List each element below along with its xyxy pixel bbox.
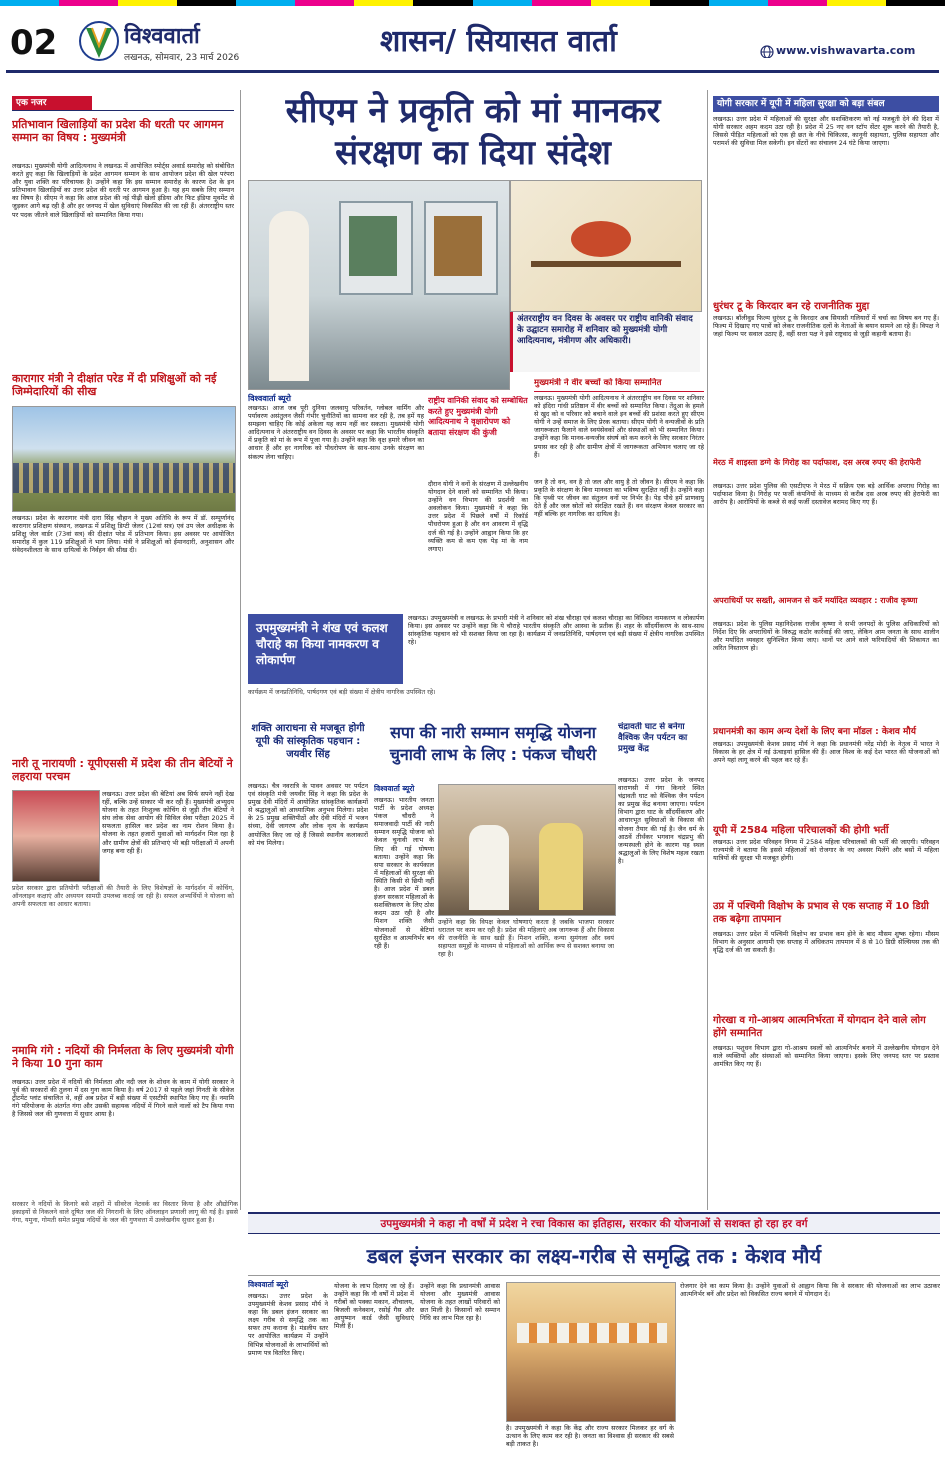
left-story-4-headline: नमामि गंगे : नदियों की निर्मलता के लिए मुख्यमंत्री योगी ने किया 10 गुना काम <box>12 1044 234 1070</box>
chauraha-body-cont: कार्यक्रम में जनप्रतिनिधि, पार्षदगण एवं बड़ी संख्या में क्षेत्रीय नागरिक उपस्थित रहे। <box>248 688 436 696</box>
bottom-body-3: उन्होंने कहा कि प्रधानमंत्री आवास योजना और मुख्यमंत्री आवास योजना के तहत लाखों परिवारों को छत मिली है। किसानों को सम्मान निधि का लाभ मिल रहा है। <box>420 1282 500 1323</box>
bottom-rule <box>248 1275 940 1276</box>
bottom-body-2: योजना के लाभ दिलाए जा रहे हैं। उन्होंने कहा कि नौ वर्षों में प्रदेश में गरीबों को पक्का मकान, शौचालय, बिजली कनेक्शन, रसोई गैस और आयुष्मान कार्ड जैसी सुविधाएं मिली हैं। <box>334 1282 414 1331</box>
center-divider <box>707 90 708 1210</box>
bottom-photo <box>506 1282 676 1422</box>
lead-photo-caption: अंतरराष्ट्रीय वन दिवस के अवसर पर राष्ट्रीय वानिकी संवाद के उद्घाटन समारोह में शनिवार को मुख्यमंत्री योगी आदित्यनाथ, मंत्रीगण और अधिकारी। <box>510 312 700 372</box>
globe-icon <box>760 44 774 58</box>
chauraha-body: लखनऊ। उपमुख्यमंत्री व लखनऊ के प्रभारी मंत्री ने शनिवार को शंख चौराहा एवं कलश चौराहा का विधिवत नामकरण व लोकार्पण किया। इस अवसर पर उन्होंने कहा कि ये चौराहे भारतीय संस्कृति और आस्था के प्रतीक हैं। शहर के सौंदर्यीकरण के साथ-साथ सांस्कृतिक पहचान को भी सशक्त किया जा रहा है। कार्यक्रम में जनप्रतिनिधि, पार्षदगण एवं बड़ी संख्या में क्षेत्रीय नागरिक उपस्थित रहे। <box>408 614 704 647</box>
right-story-3-headline: मेरठ में शाइस्ता डग्गे के गिरोह का पर्दाफाश, दस अरब रुपए की हेराफेरी <box>713 458 921 467</box>
bottom-body-4: है। उपमुख्यमंत्री ने कहा कि केंद्र और राज्य सरकार मिलकर हर वर्ग के उत्थान के लिए काम कर रही है। जनता का विश्वास ही सरकार की सबसे बड़ी ताकत है। <box>506 1424 674 1449</box>
lead-byline: विश्ववार्ता ब्यूरो <box>248 394 291 403</box>
page-number: 02 <box>10 23 58 63</box>
left-story-1-headline: प्रतिभावान खिलाड़ियों का प्रदेश की धरती पर आगमन सम्मान का विषय : मुख्यमंत्री <box>12 118 224 144</box>
bottom-body-1: लखनऊ। उत्तर प्रदेश के उपमुख्यमंत्री केशव प्रसाद मौर्य ने कहा कि डबल इंजन सरकार का लक्ष्य गरीब से समृद्धि तक का सफर तय कराना है। मंडलीय स्तर पर आयोजित कार्यक्रम में उन्होंने विभिन्न योजनाओं के लाभार्थियों को प्रमाण पत्र वितरित किए। <box>248 1292 328 1357</box>
paper-logo-icon <box>78 18 120 64</box>
dateline: लखनऊ, सोमवार, 23 मार्च 2026 <box>124 53 240 63</box>
mid-body: जन है तो वन, वन है तो जल और वायु है तो जीवन है। सीएम ने कहा कि प्रकृति के संरक्षण के बिना मानवता का भविष्य सुरक्षित नहीं है। उन्होंने कहा कि पृथ्वी पर जीवन का संतुलन वनों पर निर्भर है। पेड़ पौधे हमें प्राणवायु देते हैं और जल स्रोतों को संरक्षित रखते हैं। वन संरक्षण केवल सरकार का नहीं बल्कि हर नागरिक का दायित्व है। <box>534 478 704 519</box>
right-story-5-headline: प्रधानमंत्री का काम अन्य देशों के लिए बना मॉडल : केशव मौर्य <box>713 727 916 737</box>
sapa-headline: सपा की नारी सम्मान समृद्धि योजना चुनावी लाभ के लिए : पंकज चौधरी <box>389 723 597 764</box>
chandrawati-headline: चंद्रावती घाट से बनेगा वैश्विक जैन पर्यटन का प्रमुख केंद्र <box>618 722 688 754</box>
right-story-4-body: लखनऊ। प्रदेश के पुलिस महानिदेशक राजीव कृष्णा ने सभी जनपदों के पुलिस अधिकारियों को निर्देश दिए कि अपराधियों के विरुद्ध कठोर कार्रवाई की जाए, लेकिन आम जनता के साथ शालीन और मर्यादित व्यवहार सुनिश्चित किया जाए। थानों पर आने वाले फरियादियों की शिकायत का त्वरित निस्तारण हो। <box>713 620 939 653</box>
lead-body-2: दौरान योगी ने वनों के संरक्षण में उल्लेखनीय योगदान देने वालों को सम्मानित भी किया। उन्होंने वन विभाग की प्रदर्शनी का अवलोकन किया। मुख्यमंत्री ने कहा कि उत्तर प्रदेश में पिछले वर्षों में रिकॉर्ड पौधरोपण हुआ है और वन आवरण में वृद्धि दर्ज की गई है। उन्होंने आह्वान किया कि हर व्यक्ति कम से कम एक पेड़ मां के नाम लगाए। <box>428 480 528 553</box>
left-story-3-headline: नारी तू नारायणी : यूपीएससी में प्रदेश की तीन बेटियों ने लहराया परचम <box>12 757 233 783</box>
left-story-3-body: लखनऊ। उत्तर प्रदेश की बेटियां अब सिर्फ सपने नहीं देख रहीं, बल्कि उन्हें साकार भी कर रही हैं। मुख्यमंत्री अभ्युदय योजना के तहत निःशुल्क कोचिंग से जुड़ी तीन बेटियों ने संघ लोक सेवा आयोग की सिविल सेवा परीक्षा 2025 में सफलता हासिल कर प्रदेश का नाम रोशन किया है। योजना के तहत हजारों युवाओं को मार्गदर्शन मिल रहा है और ग्रामीण क्षेत्रों की प्रतिभाएं भी बड़ी परीक्षाओं में अपनी जगह बना रही हैं। <box>102 790 234 855</box>
sapa-body: लखनऊ। भारतीय जनता पार्टी के प्रदेश अध्यक्ष पंकज चौधरी ने समाजवादी पार्टी की नारी सम्मान समृद्धि योजना को केवल चुनावी लाभ के लिए की गई घोषणा बताया। उन्होंने कहा कि सपा सरकार के कार्यकाल में महिलाओं की सुरक्षा की स्थिति किसी से छिपी नहीं है। आज प्रदेश में डबल इंजन सरकार महिलाओं के सशक्तिकरण के लिए ठोस कदम उठा रही है और मिशन शक्ति जैसी योजनाओं से बेटियां सुरक्षित व आत्मनिर्भर बन रही हैं। <box>374 796 434 950</box>
right-story-1-headline: योगी सरकार में यूपी में महिला सुरक्षा को बड़ा संबल <box>713 96 939 112</box>
right-story-3-body: लखनऊ। उत्तर प्रदेश पुलिस की एसटीएफ ने मेरठ में सक्रिय एक बड़े आर्थिक अपराध गिरोह का पर्दाफाश किया है। गिरोह पर फर्जी कंपनियों के माध्यम से करीब दस अरब रुपए की हेराफेरी का आरोप है। आरोपियों के कब्जे से कई फर्जी दस्तावेज बरामद किए गए हैं। <box>713 482 939 507</box>
ek-nazar-rule <box>12 110 234 111</box>
right-story-7-body: लखनऊ। उत्तर प्रदेश में पश्चिमी विक्षोभ का प्रभाव कम होने के बाद मौसम शुष्क रहेगा। मौसम विभाग के अनुसार आगामी एक सप्ताह में अधिकतम तापमान में 8 से 10 डिग्री सेल्सियस तक की वृद्धि दर्ज की जा सकती है। <box>713 930 939 955</box>
left-story-4-body: लखनऊ। उत्तर प्रदेश में नदियों की निर्मलता और नदी जल के शोधन के काम में योगी सरकार ने पूर्व की सरकारों की तुलना में दस गुना काम किया है। वर्ष 2017 से पहले जहां गिनती के सीवेज ट्रीटमेंट प्लांट संचालित थे, वहीं अब प्रदेश में बड़ी संख्या में एसटीपी स्थापित किए गए हैं। नमामि गंगे परियोजना के अंतर्गत गंगा और उसकी सहायक नदियों में गिरने वाले नालों को टैप किया गया है जिससे जल की गुणवत्ता में सुधार आया है। <box>12 1078 234 1119</box>
parade-photo <box>12 406 236 512</box>
right-story-4-headline: अपराधियों पर सख्ती, आमजन से करें मर्यादित व्यवहार : राजीव कृष्णा <box>713 596 918 605</box>
right-story-5-body: लखनऊ। उपमुख्यमंत्री केशव प्रसाद मौर्य ने कहा कि प्रधानमंत्री नरेंद्र मोदी के नेतृत्व में भारत ने विकास के हर क्षेत्र में नई ऊंचाइयां हासिल की हैं। आज विश्व के कई देश भारत की योजनाओं को अपने यहां लागू करने की पहल कर रहे हैं। <box>713 740 939 765</box>
section-title: शासन/ सियासत वार्ता <box>380 24 617 59</box>
shakti-headline: शक्ति आराधना से मजबूत होगी यूपी की सांस्कृतिक पहचान : जयवीर सिंह <box>251 723 365 760</box>
bravery-story-headline: मुख्यमंत्री ने वीर बच्चों को किया सम्मानित <box>534 378 704 392</box>
chandrawati-body: लखनऊ। उत्तर प्रदेश के जनपद वाराणसी में गंगा किनारे स्थित चंद्रावती घाट को वैश्विक जैन पर्यटन का प्रमुख केंद्र बनाया जाएगा। पर्यटन विभाग द्वारा घाट के सौंदर्यीकरण और आधारभूत सुविधाओं के विकास की योजना तैयार की गई है। जैन धर्म के आठवें तीर्थंकर भगवान चंद्रप्रभु की जन्मस्थली होने के कारण यह स्थल श्रद्धालुओं के लिए विशेष महत्व रखता है। <box>618 776 704 865</box>
right-story-1-body: लखनऊ। उत्तर प्रदेश में महिलाओं की सुरक्षा और सशक्तिकरण को नई मजबूती देने की दिशा में योगी सरकार अहम कदम उठा रही है। प्रदेश में 25 नए वन स्टॉप सेंटर शुरू करने की तैयारी है, जिससे पीड़ित महिलाओं को एक ही छत के नीचे चिकित्सा, कानूनी सहायता, पुलिस सहायता और परामर्श की सुविधा मिल सकेगी। इन सेंटरों का संचालन 24 घंटे किया जाएगा। <box>713 115 939 148</box>
left-col-divider <box>240 90 241 1210</box>
left-story-4-body-cont: सरकार ने नदियों के किनारे बसे शहरों में सीवरेज नेटवर्क का विस्तार किया है और औद्योगिक इकाइयों से निकलने वाले दूषित जल की निगरानी के लिए ऑनलाइन प्रणाली लागू की गई है। इससे गंगा, यमुना, गोमती समेत प्रमुख नदियों के जल की गुणवत्ता में उल्लेखनीय सुधार हुआ है। <box>12 1200 238 1225</box>
bottom-byline: विश्ववार्ता ब्यूरो <box>248 1280 289 1289</box>
bird-painting-photo <box>510 180 702 312</box>
right-story-2-body: लखनऊ। बॉलीवुड फिल्म धुरंधर टू के किरदार अब सियासी गलियारों में चर्चा का विषय बन गए हैं। फिल्म में दिखाए गए पात्रों को लेकर राजनीतिक दलों के नेताओं के बयान सामने आ रहे हैं। विपक्ष ने जहां फिल्म पर सवाल उठाए हैं, वहीं सत्ता पक्ष ने इसे राष्ट्रवाद से जुड़ी कहानी बताया है। <box>713 314 939 339</box>
left-story-3-body-cont: प्रदेश सरकार द्वारा प्रतियोगी परीक्षाओं की तैयारी के लिए विशेषज्ञों के मार्गदर्शन में कोचिंग, ऑनलाइन कक्षाएं और अध्ययन सामग्री उपलब्ध कराई जा रही है। सफल अभ्यर्थियों ने योजना को अपनी सफलता का आधार बताया। <box>12 884 234 909</box>
lead-pull-quote: राष्ट्रीय वानिकी संवाद को सम्बोधित करते हुए मुख्यमंत्री योगी आदित्यनाथ ने वृक्षारोपण को बताया संरक्षण की कुंजी <box>428 396 528 437</box>
right-story-8-headline: गोरखा व गो-आश्रय आत्मनिर्भरता में योगदान देने वाले लोग होंगे सम्मानित <box>713 1015 926 1039</box>
ek-nazar-label: एक नजर <box>12 96 92 110</box>
lead-body-1: लखनऊ। आज जब पूरी दुनिया जलवायु परिवर्तन, ग्लोबल वार्मिंग और पर्यावरण असंतुलन जैसी गंभीर चुनौतियों का सामना कर रही है, तब हमें यह समझना चाहिए कि कोई अकेला यह काम नहीं कर सकता। मुख्यमंत्री योगी आदित्यनाथ ने अंतरराष्ट्रीय वन दिवस के अवसर पर कहा कि भारतीय संस्कृति में प्रकृति को मां के रूप में पूजा गया है। उन्होंने कहा कि वृक्ष हमारे जीवन का आधार हैं और हर नागरिक को पौधरोपण के साथ-साथ उनके संरक्षण का संकल्प लेना चाहिए। <box>248 404 424 461</box>
left-story-2-headline: कारागार मंत्री ने दीक्षांत परेड में दी प्रशिक्षुओं को नई जिम्मेदारियों की सीख <box>12 372 217 398</box>
shakti-body: लखनऊ। चैत्र नवरात्रि के पावन अवसर पर पर्यटन एवं संस्कृति मंत्री जयवीर सिंह ने कहा कि प्रदेश के प्रमुख देवी मंदिरों में आयोजित सांस्कृतिक कार्यक्रमों से श्रद्धालुओं को आध्यात्मिक अनुभव मिलेगा। प्रदेश के 25 प्रमुख शक्तिपीठों और देवी मंदिरों में भजन संध्या, देवी जागरण और लोक नृत्य के कार्यक्रम आयोजित किए जा रहे हैं जिससे स्थानीय कलाकारों को मंच मिलेगा। <box>248 782 368 847</box>
right-story-8-body: लखनऊ। पशुधन विभाग द्वारा गो-आश्रय स्थलों को आत्मनिर्भर बनाने में उल्लेखनीय योगदान देने वाले व्यक्तियों और संस्थाओं को सम्मानित किया जाएगा। इसके लिए जनपद स्तर पर प्रस्ताव आमंत्रित किए गए हैं। <box>713 1044 939 1069</box>
sapa-byline: विश्ववार्ता ब्यूरो <box>374 784 415 793</box>
right-story-6-body: लखनऊ। उत्तर प्रदेश परिवहन निगम में 2584 महिला परिचालकों की भर्ती की जाएगी। परिवहन राज्यमंत्री ने बताया कि इससे महिलाओं को रोजगार के नए अवसर मिलेंगे और बसों में महिला यात्रियों की सुरक्षा भी मजबूत होगी। <box>713 838 939 863</box>
sapa-body-cont: उन्होंने कहा कि विपक्ष केवल घोषणाएं करता है जबकि भाजपा सरकार धरातल पर काम कर रही है। प्रदेश की महिलाएं अब जागरूक हैं और विकास की राजनीति के साथ खड़ी हैं। मिशन शक्ति, कन्या सुमंगला और स्वयं सहायता समूहों के माध्यम से महिलाओं को आर्थिक रूप से सशक्त बनाया जा रहा है। <box>438 918 614 959</box>
bottom-body-5: रोजगार देने का काम किया है। उन्होंने युवाओं से आह्वान किया कि वे सरकार की योजनाओं का लाभ उठाकर आत्मनिर्भर बनें और प्रदेश को विकसित राज्य बनाने में योगदान दें। <box>680 1282 940 1299</box>
right-story-7-headline: उप्र में पश्चिमी विक्षोभ के प्रभाव से एक सप्ताह में 10 डिग्री तक बढ़ेगा तापमान <box>713 901 929 925</box>
right-story-6-headline: यूपी में 2584 महिला परिचालकों की होगी भर्ती <box>713 825 889 836</box>
lead-photo <box>248 180 510 390</box>
website-link[interactable]: www.vishwavarta.com <box>776 44 916 57</box>
upsc-photo <box>12 790 100 882</box>
banner-strip: उपमुख्यमंत्री ने कहा नौ वर्षों में प्रदेश ने रचा विकास का इतिहास, सरकार की योजनाओं से सशक्त हो रहा हर वर्ग <box>248 1212 940 1234</box>
bravery-story-body: लखनऊ। मुख्यमंत्री योगी आदित्यनाथ ने अंतरराष्ट्रीय वन दिवस पर शनिवार को इंदिरा गांधी प्रतिष्ठान में वीर बच्चों को सम्मानित किया। तेंदुआ के हमले से खुद को व परिवार को बचाने वाले इन बच्चों की प्रशंसा करते हुए सीएम योगी ने उन्हें समाज के लिए प्रेरक बताया। सीएम योगी ने वन्यजीवों के प्रति जागरूकता फैलाने वाले स्वयंसेवकों और संस्थाओं को भी सम्मानित किया। उन्होंने कहा कि मानव-वन्यजीव संघर्ष को कम करने के लिए सरकार निरंतर प्रयास कर रही है और ग्रामीण क्षेत्रों में जागरूकता अभियान चलाए जा रहे हैं। <box>534 394 704 459</box>
paper-name: विश्ववार्ता <box>124 24 200 48</box>
left-story-2-body: लखनऊ। प्रदेश के कारागार मंत्री दारा सिंह चौहान ने मुख्य अतिथि के रूप में डॉ. सम्पूर्णानंद कारागार प्रशिक्षण संस्थान, लखनऊ में प्रशिक्षु डिप्टी जेलर (12वां सत्र) एवं उप जेल अधीक्षक के प्रशिक्षु जेल वार्डर (73वां सत्र) की दीक्षांत परेड में प्रतिभाग किया। इस अवसर पर आयोजित समारोह में कुल 119 प्रशिक्षुओं ने भाग लिया। मंत्री ने प्रशिक्षुओं को ईमानदारी, अनुशासन और संवेदनशीलता के साथ दायित्वों के निर्वहन की सीख दी। <box>12 514 234 555</box>
right-story-2-headline: धुरंधर टू के किरदार बन रहे राजनीतिक मुद्दा <box>713 301 870 312</box>
lead-headline: सीएम ने प्रकृति को मां मानकर संरक्षण का दिया संदेश <box>285 91 661 173</box>
left-story-1-body: लखनऊ। मुख्यमंत्री योगी आदित्यनाथ ने लखनऊ में आयोजित स्पोर्ट्स अवार्ड समारोह को संबोधित करते हुए कहा कि खिलाड़ियों के प्रदेश आगमन सम्मान के साथ आयोजन प्रदेश की खेल परंपरा और युवा शक्ति का परिचायक है। उन्होंने कहा कि इस सम्मान समारोह के कारण देश के इन प्रतिभावान खिलाड़ियों का उत्तर प्रदेश की धरती पर आगमन हुआ है। यह हम सबके लिए सम्मान का विषय है। सीएम ने कहा कि आज प्रदेश की नई पीढ़ी खेलो इंडिया और फिट इंडिया मूवमेंट से जुड़कर आगे बढ़ रही है और हर जनपद में खेल सुविधाएं विकसित की जा रही हैं। अंतरराष्ट्रीय स्तर पर पदक जीतने वाले खिलाड़ियों को सम्मानित किया गया। <box>12 162 234 219</box>
chauraha-headline-box: उपमुख्यमंत्री ने शंख एवं कलश चौराहे का किया नामकरण व लोकार्पण <box>248 614 403 684</box>
bottom-headline: डबल इंजन सरकार का लक्ष्य-गरीब से समृद्धि तक : केशव मौर्य <box>366 1244 822 1268</box>
registration-strip <box>0 0 945 6</box>
masthead-rule <box>6 70 939 73</box>
sapa-photo <box>438 784 616 916</box>
